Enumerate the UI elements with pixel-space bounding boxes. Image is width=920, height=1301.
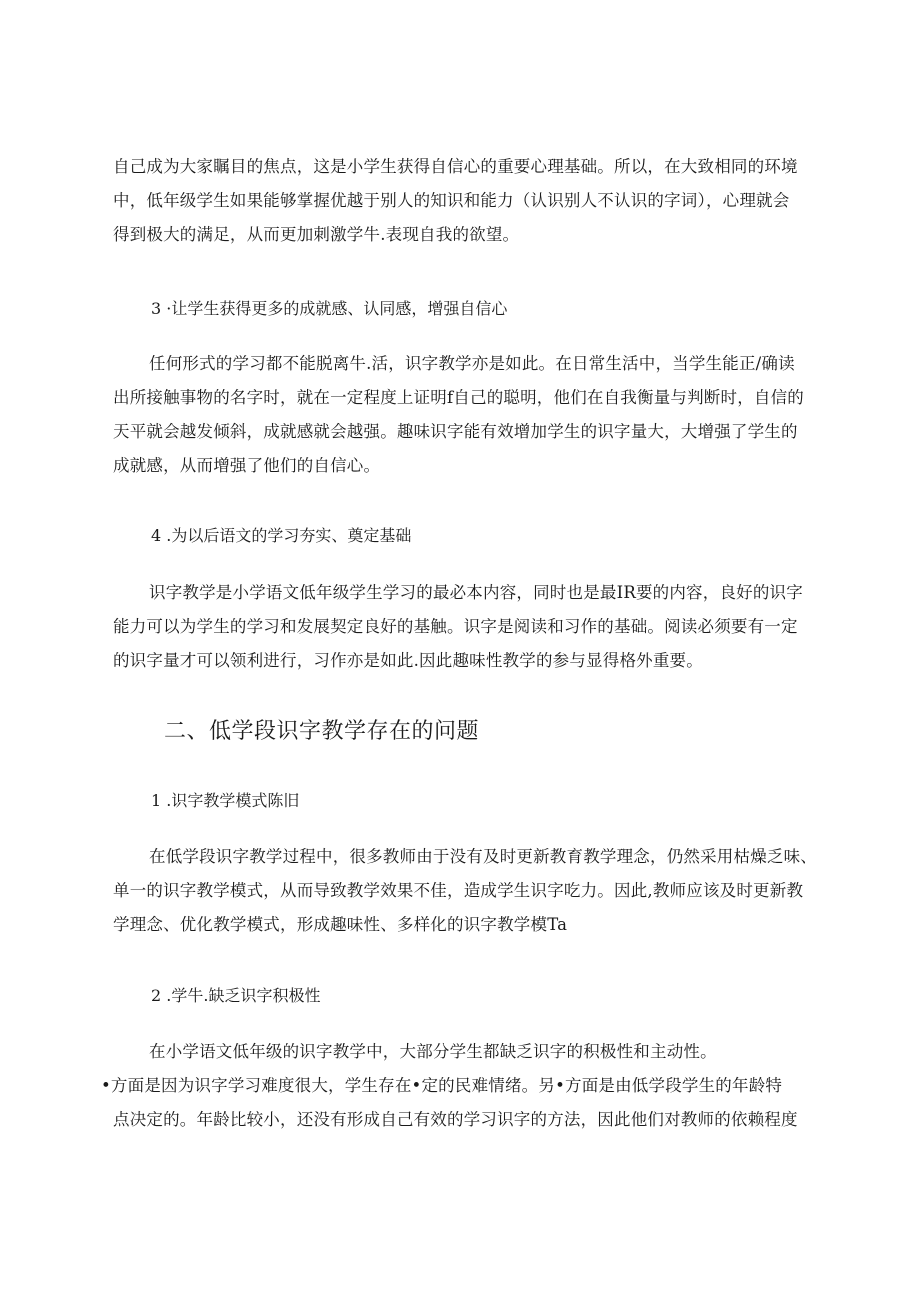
section-heading-2: 2 .学牛.缺乏识字积极性 [151,986,321,1005]
text-line: 的识字量才可以领利进行，习作亦是如此.因此趣味性教学的参与显得格外重要。 [113,651,703,670]
paragraph-foundation [113,576,813,678]
section-heading-1: 1 .识字教学模式陈旧 [151,791,300,810]
text-line: 任何形式的学习都不能脱离牛.活，识字教学亦是如此。在日常生活中，当学生能正/确读 [149,354,795,373]
text-line: 在小学语文低年级的识字教学中，大部分学生都缺乏识字的积极性和主动性。 [149,1042,717,1061]
chapter-heading: 二、低学段识字教学存在的问题 [164,719,480,744]
paragraph-lack-motivation [101,1035,813,1137]
text-line: 得到极大的满足，从而更加刺激学牛.表现自我的欲望。 [113,225,520,244]
paragraph-self-confidence-basis [113,150,813,252]
section-heading-3: 3 ·让学生获得更多的成就感、认同感，增强自信心 [151,299,508,318]
section-heading-4: 4 .为以后语文的学习夯实、奠定基础 [151,526,412,545]
text-line: 识字教学是小学语文低年级学生学习的最必本内容，同时也是最IR要的内容，良好的识字 [149,583,803,602]
paragraph-achievement [113,347,813,483]
text-line: •方面是因为识字学习难度很大，学生存在•定的民难情绪。另•方面是由低学段学生的年龄特 [101,1076,783,1095]
text-line: 点决定的。年龄比较小，还没有形成自己有效的学习识字的方法，因此他们对教师的依赖程度 [113,1110,798,1129]
text-line: 出所接触事物的名字时，就在一定程度上证明f自己的聪明，他们在自我衡量与判断时，自信的 [113,388,805,407]
paragraph-outdated-model [113,840,817,942]
text-line: 成就感，从而增强了他们的自信心。 [113,456,381,475]
text-line: 能力可以为学生的学习和发展契定良好的基触。识字是阅读和习作的基础。阅读必须要有一定 [113,617,798,636]
text-line: 中，低年级学生如果能够掌握优越于别人的知识和能力（认识别人不认识的字词），心理就会 [113,191,790,210]
text-line: 学理念、优化教学模式，形成趣味性、多样化的识字教学模Ta [113,915,568,934]
text-line: 单一的识字教学模式，从而导致教学效果不佳，造成学生识字吃力。因此,教师应该及时更新教 [113,881,804,900]
text-line: 天平就会越发倾斜，成就感就会越强。趣味识字能有效增加学生的识字量大，大增强了学生的 [113,422,798,441]
text-line: 自己成为大家瞩目的焦点，这是小学生获得自信心的重要心理基础。所以，在大致相同的环境 [113,157,798,176]
text-line: 在低学段识字教学过程中，很多教师由于没有及时更新教育教学理念，仍然采用枯燥乏味、 [149,847,817,866]
